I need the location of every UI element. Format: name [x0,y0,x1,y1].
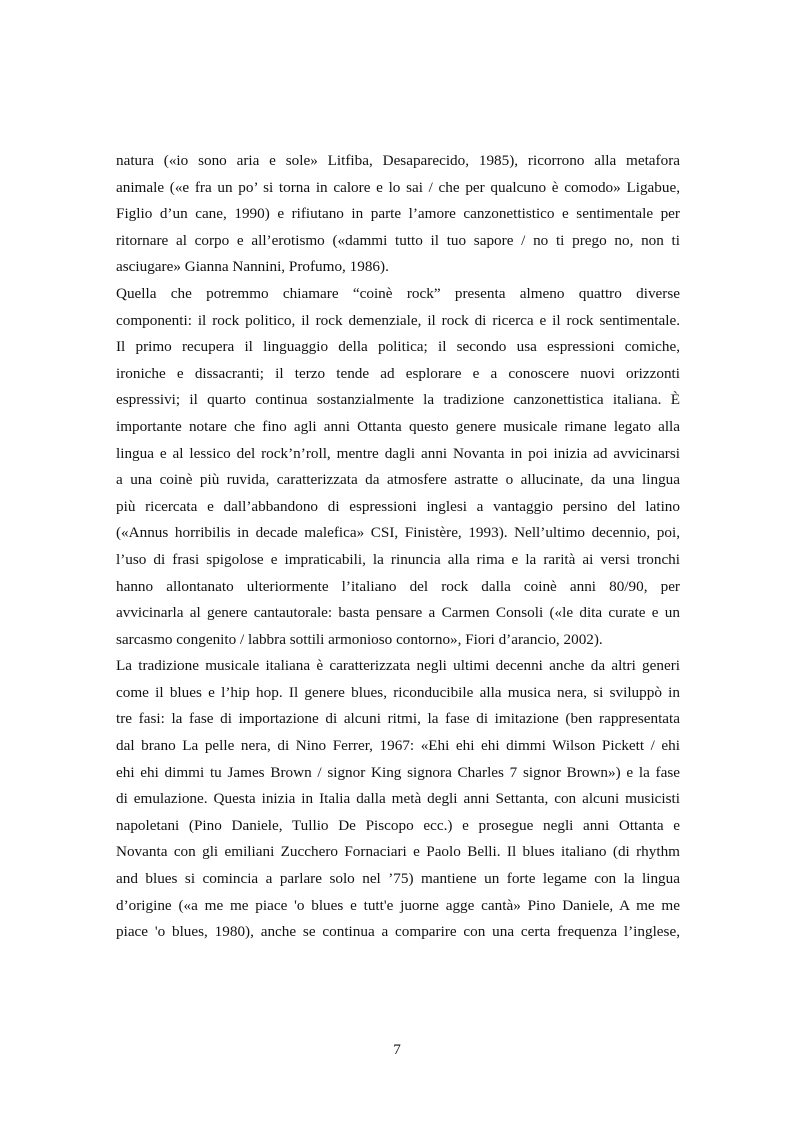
text-line: d’origine («a me me piace 'o blues e tutt'e juorne agge cantà» Pino Daniele, A me me [116,896,680,914]
text-line: importante notare che fino agli anni Ottanta questo genere musicale rimane legato alla [116,417,680,435]
text-line: («Annus horribilis in decade malefica» CSI, Finistère, 1993). Nell’ultimo decennio, poi, [116,524,680,542]
text-line: animale («e fra un po’ si torna in calore e lo sai / che per qualcuno è comodo» Ligabue, [116,178,680,196]
text-line: Il primo recupera il linguaggio della politica; il secondo usa espressioni comiche, [116,338,680,356]
text-line: hanno allontanato ulteriormente l’italiano del rock dalla coinè anni 80/90, per [116,577,680,595]
text-line: avvicinarla al genere cantautorale: basta pensare a Carmen Consoli («le dita curate e un [116,604,680,622]
text-line: natura («io sono aria e sole» Litfiba, Desaparecido, 1985), ricorrono alla metafora [116,152,680,169]
text-line: a una coinè più ruvida, caratterizzata da atmosfere astratte o allucinate, da una lingua [116,471,680,489]
text-line: come il blues e l’hip hop. Il genere blues, riconducibile alla musica nera, si sviluppò in [116,683,680,701]
text-line: asciugare» Gianna Nannini, Profumo, 1986). [116,258,389,276]
text-line: napoletani (Pino Daniele, Tullio De Piscopo ecc.) e prosegue negli anni Ottanta e [116,816,680,834]
text-line: l’uso di frasi spigolose e impraticabili, la rinuncia alla rima e la rarità ai versi tronchi [116,550,680,568]
page-number: 7 [393,1041,401,1058]
text-line: componenti: il rock politico, il rock demenziale, il rock di ricerca e il rock sentimentale. [116,311,680,329]
text-line: and blues si comincia a parlare solo nel ’75) mantiene un forte legame con la lingua [116,870,680,888]
text-line: ironiche e dissacranti; il terzo tende ad esplorare e a conoscere nuovi orizzonti [116,364,680,382]
text-line: Quella che potremmo chiamare “coinè rock” presenta almeno quattro diverse [116,284,680,302]
text-line: ritornare al corpo e all’erotismo («dammi tutto il tuo sapore / no ti prego no, non ti [116,231,680,249]
text-line: La tradizione musicale italiana è caratterizzata negli ultimi decenni anche da altri generi [116,657,680,675]
text-line: ehi ehi dimmi tu James Brown / signor King signora Charles 7 signor Brown») e la fase [116,763,680,781]
text-line: Novanta con gli emiliani Zucchero Fornaciari e Paolo Belli. Il blues italiano (di rhythm [116,843,680,861]
text-line: Figlio d’un cane, 1990) e rifiutano in parte l’amore canzonettistico e sentimentale per [116,205,680,223]
text-line: tre fasi: la fase di importazione di alcuni ritmi, la fase di imitazione (ben rappresentata [116,710,680,728]
paragraph-3 [116,653,680,946]
text-line: piace 'o blues, 1980), anche se continua a comparire con una certa frequenza l’inglese, [116,923,680,941]
paragraph-1 [116,148,680,281]
text-line: lingua e al lessico del rock’n’roll, mentre dagli anni Novanta in poi inizia ad avvicinarsi [116,444,680,462]
paragraph-2 [116,281,680,653]
text-line: espressivi; il quarto continua sostanzialmente la tradizione canzonettistica italiana. È [116,391,680,409]
body-text [116,148,680,946]
text-line: dal brano La pelle nera, di Nino Ferrer, 1967: «Ehi ehi ehi dimmi Wilson Pickett / ehi [116,737,680,755]
text-line: più ricercata e dall’abbandono di espressioni inglesi a vantaggio persino del latino [116,497,680,515]
text-line: di emulazione. Questa inizia in Italia dalla metà degli anni Settanta, con alcuni musicisti [116,790,680,808]
text-line: sarcasmo congenito / labbra sottili armonioso contorno», Fiori d’arancio, 2002). [116,630,603,648]
